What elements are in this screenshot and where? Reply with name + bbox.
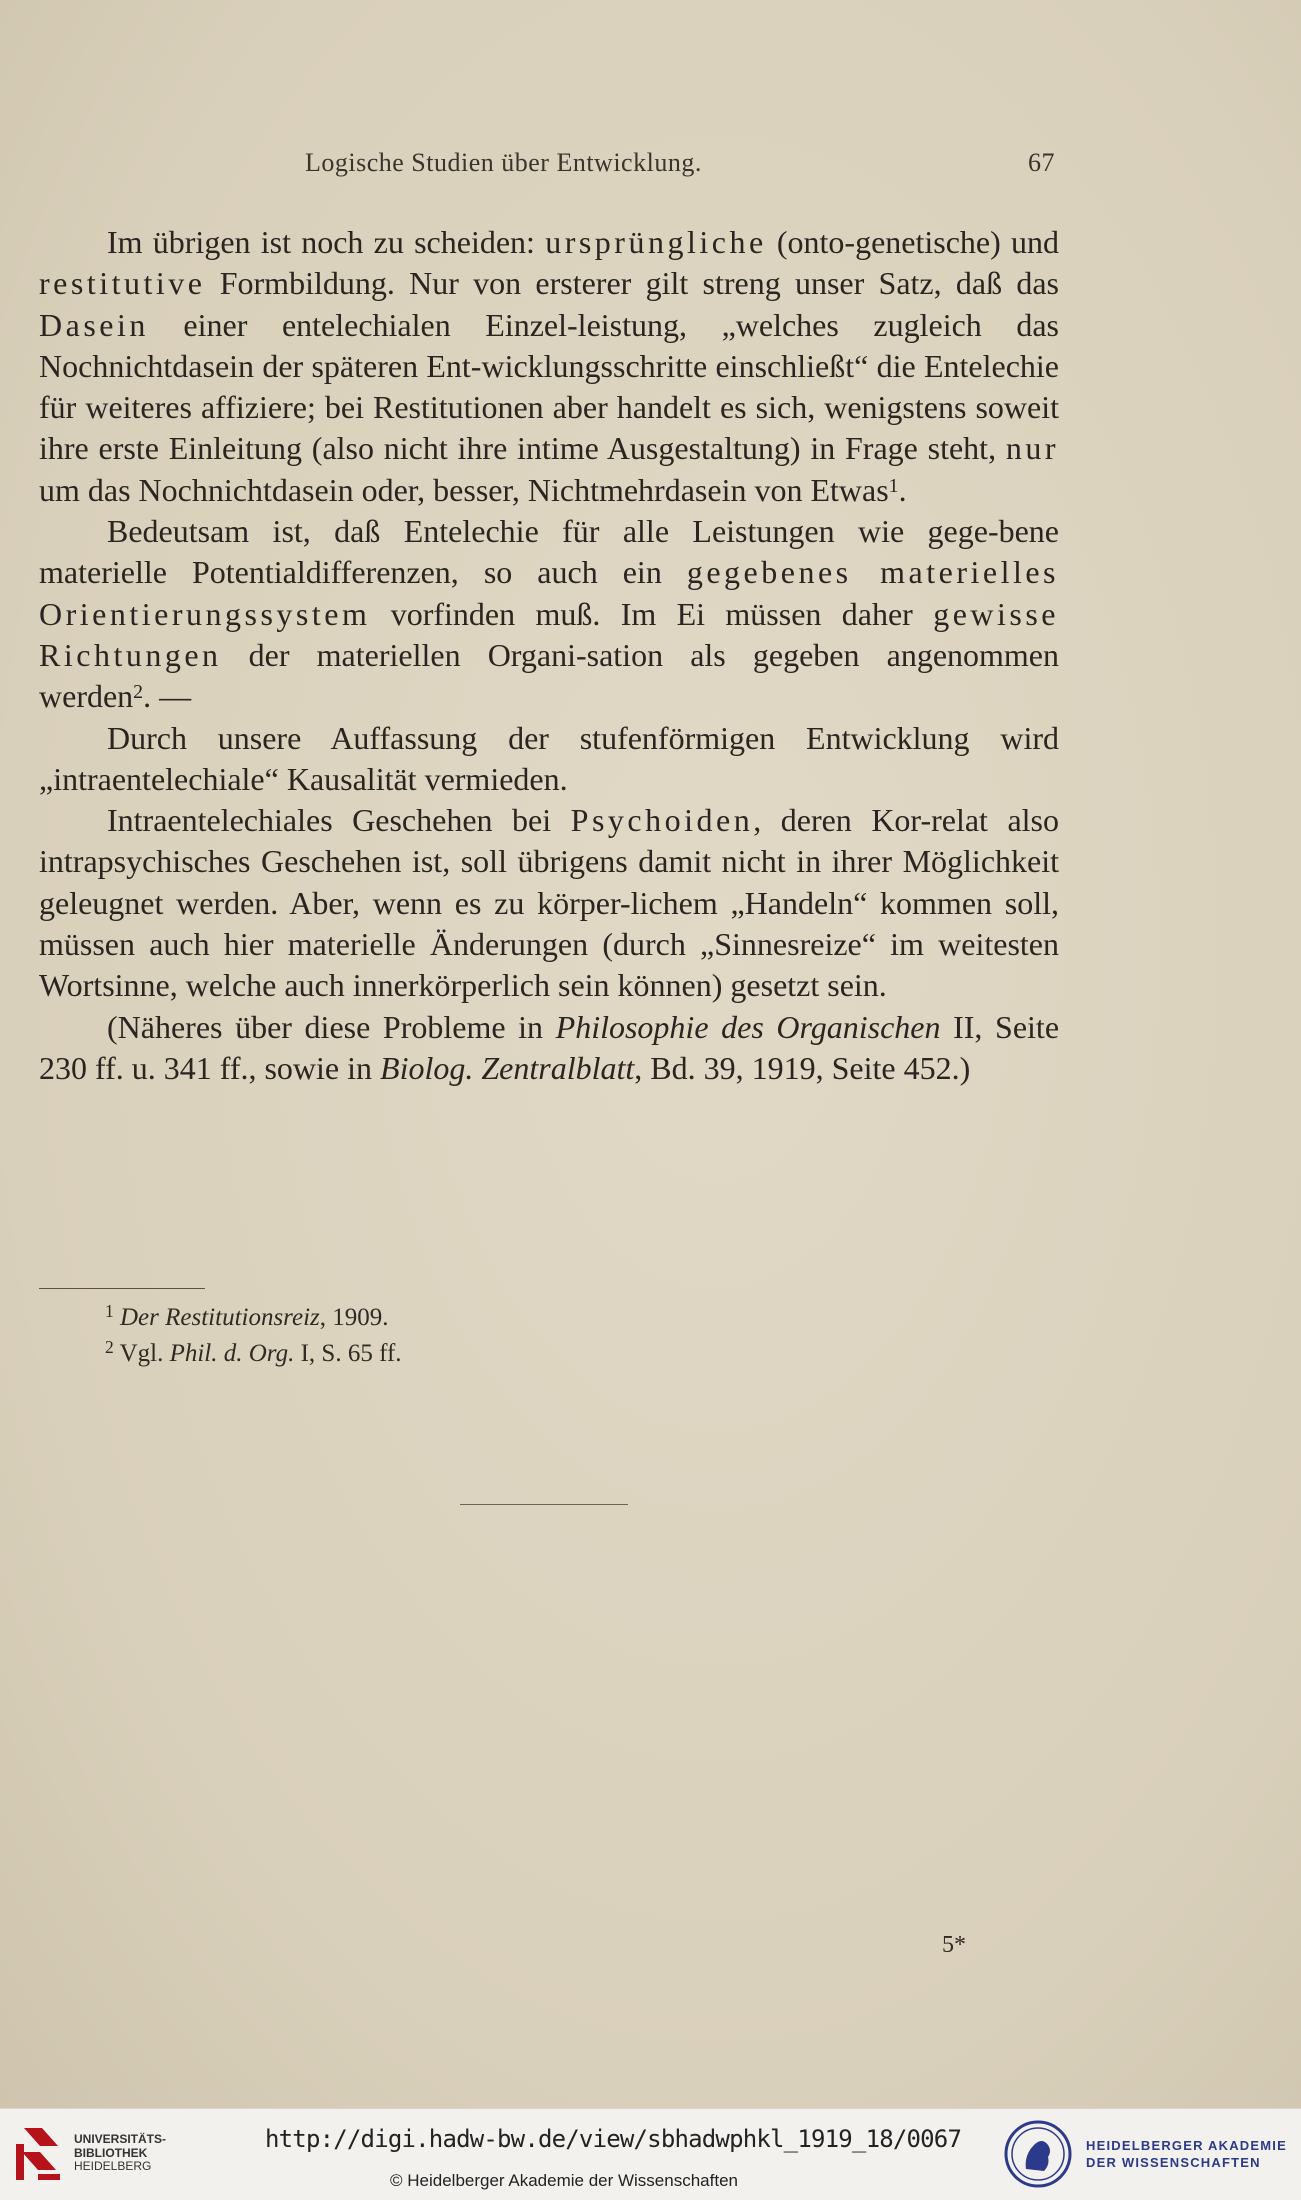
paragraph-4: Intraentelechiales Geschehen bei Psychoiden, deren Kor-relat also intrapsychisches Geschehen ist, soll übrigens damit nicht in ihrer Möglichkeit geleugnet werden. Aber, wenn es zu körper-lichem „Handeln“ kommen soll, müssen auch hier materielle Änderungen (durch „Sinnesreize“ im weitesten Wortsinne, welche auch innerkörperlich sein können) gesetzt sein. — [39, 802, 1060, 1004]
running-title: Logische Studien über Entwicklung. — [305, 148, 702, 177]
printer-signature: 5* — [942, 1932, 966, 1958]
footnote-divider — [39, 1288, 205, 1289]
university-library-logo-icon — [12, 2122, 70, 2186]
paragraph-1: Im übrigen ist noch zu scheiden: ursprüngliche (onto-genetische) und restitutive Formbildung. Nur von ersterer gilt streng unser Satz, daß das Dasein einer entelechialen Einzel-leistung, „welches zugleich das Nochnichtdasein der späteren Ent-wicklungsschritte einschließt“ die Entelechie für weiteres affiziere; bei Restitutionen aber handelt es sich, wenigstens soweit ihre erste Einleitung (also nicht ihre intime Ausgestaltung) in Frage steht, nur um das Nochnichtdasein oder, besser, Nichtmehrdasein von Etwas$^1$. — [39, 224, 1060, 508]
footnote-2: $^2$ Vgl. Phil. d. Org. I, S. 65 ff. — [105, 1337, 402, 1367]
university-library-name: UNIVERSITÄTS- BIBLIOTHEK HEIDELBERG — [74, 2132, 167, 2173]
paragraph-5: (Näheres über diese Probleme in Philosophie des Organischen II, Seite 230 ff. u. 341 ff., sowie in Biolog. Zentralblatt, Bd. 39, 1919, Seite 452.) — [39, 1008, 1060, 1086]
section-divider — [460, 1504, 628, 1505]
footnote-ref-2: 2 — [133, 681, 144, 704]
page-number: 67 — [1028, 148, 1055, 177]
paragraph-2: Bedeutsam ist, daß Entelechie für alle Leistungen wie gege-bene materielle Potentialdifferenzen, so auch ein gegebenes materielles Orientierungssystem vorfinden muß. Im Ei müssen daher gewisse Richtungen der materiellen Organi-sation als gegeben angenommen werden$^2$. — — [39, 513, 1060, 715]
footnotes — [105, 1300, 402, 1372]
paragraph-3: Durch unsere Auffassung der stufenförmigen Entwicklung wird „intraentelechiale“ Kausalität vermieden. — [39, 719, 1059, 797]
viewer-footer — [0, 2108, 1301, 2200]
academy-seal-icon — [1004, 2119, 1072, 2189]
footnote-ref-1: 1 — [888, 474, 899, 497]
academy-name: HEIDELBERGER AKADEMIE DER WISSENSCHAFTEN — [1086, 2138, 1287, 2170]
footnote-1: $^1$ Der Restitutionsreiz, 1909. — [105, 1301, 389, 1331]
copyright-notice: © Heidelberger Akademie der Wissenschaften — [390, 2171, 738, 2190]
body-text — [39, 222, 1059, 1089]
permalink-url[interactable]: http://digi.hadw-bw.de/view/sbhadwphkl_1919_18/0067 — [265, 2125, 962, 2153]
